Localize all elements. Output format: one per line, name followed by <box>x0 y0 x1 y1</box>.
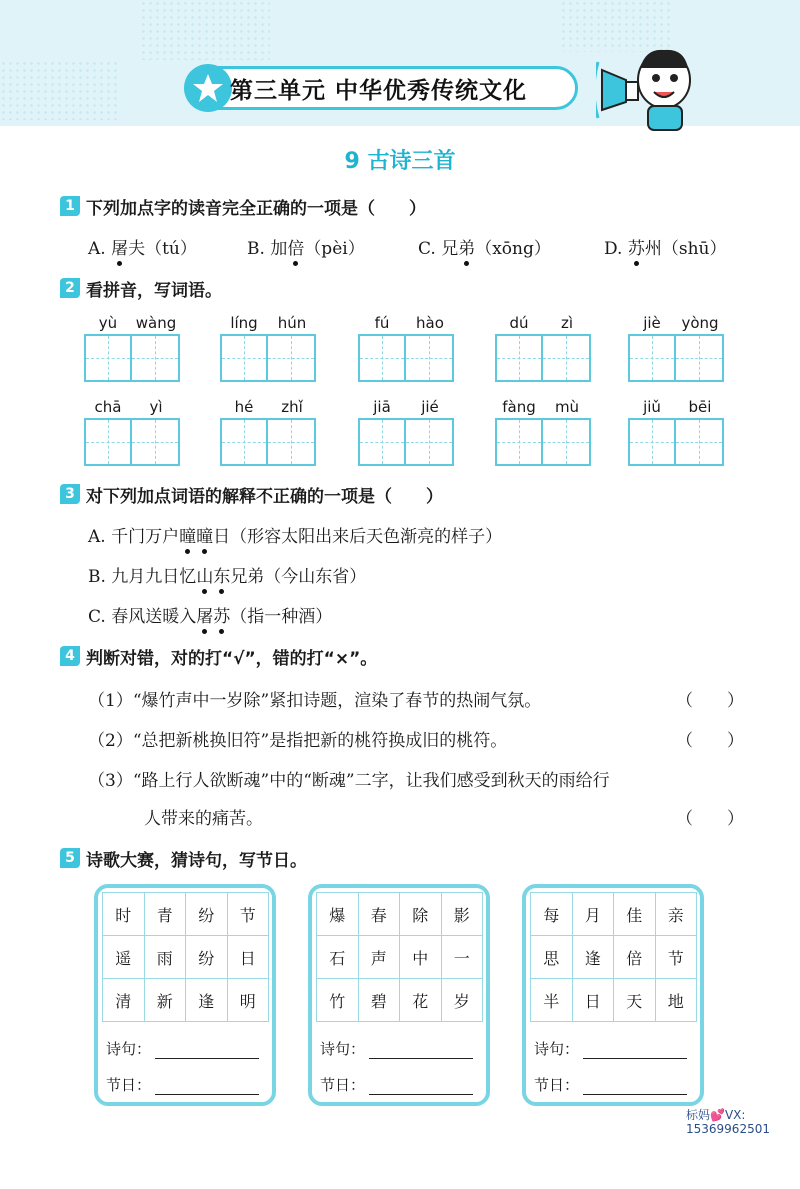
char-grid <box>102 892 269 1022</box>
poem-char: 时 <box>103 893 145 936</box>
poem-char: 思 <box>531 936 573 979</box>
pinyin-syllable: hé <box>234 398 254 416</box>
dotted-char: 倍 <box>287 234 304 259</box>
pinyin-syllable: yòng <box>681 314 719 332</box>
poem-char: 新 <box>145 979 187 1022</box>
dot-pattern <box>140 0 270 60</box>
dotted-char: 屠 <box>111 234 128 259</box>
writing-cell[interactable] <box>84 418 132 466</box>
pinyin-syllable: chā <box>94 398 122 416</box>
answer-blank[interactable] <box>155 1080 259 1095</box>
writing-grid[interactable] <box>358 334 454 382</box>
poem-char: 青 <box>145 893 187 936</box>
dotted-char: 屠 <box>196 602 213 627</box>
writing-cell[interactable] <box>628 334 676 382</box>
poem-char: 爆 <box>317 893 359 936</box>
poem-char: 倍 <box>614 936 656 979</box>
star-icon <box>184 64 232 112</box>
pinyin-syllable: dú <box>509 314 529 332</box>
writing-grid[interactable] <box>628 334 724 382</box>
q1-option-d <box>604 234 726 259</box>
pinyin-syllable: mù <box>554 398 580 416</box>
writing-grid[interactable] <box>628 418 724 466</box>
poem-char: 纷 <box>186 936 228 979</box>
dotted-word <box>196 567 230 587</box>
option-letter: B. <box>247 239 265 259</box>
writing-cell[interactable] <box>268 418 316 466</box>
poem-label: 诗句： <box>320 1040 366 1058</box>
writing-cell[interactable] <box>495 418 543 466</box>
writing-cell[interactable] <box>268 334 316 382</box>
writing-grid[interactable] <box>84 418 180 466</box>
writing-cell[interactable] <box>358 334 406 382</box>
poem-line[interactable] <box>106 1038 259 1059</box>
poem-char: 每 <box>531 893 573 936</box>
writing-cell[interactable] <box>628 418 676 466</box>
writing-cell[interactable] <box>676 418 724 466</box>
q3-option-c <box>88 602 332 627</box>
poem-char: 春 <box>359 893 401 936</box>
poem-label: 诗句： <box>534 1040 580 1058</box>
poem-char: 清 <box>103 979 145 1022</box>
writing-cell[interactable] <box>406 418 454 466</box>
option-letter: D. <box>604 239 623 259</box>
answer-paren[interactable]: （ ） <box>676 691 744 711</box>
option-rest: 夫（tú） <box>128 239 197 259</box>
writing-cell[interactable] <box>406 334 454 382</box>
poem-char: 佳 <box>614 893 656 936</box>
poem-label: 诗句： <box>106 1040 152 1058</box>
poem-line[interactable] <box>534 1038 687 1059</box>
poem-char: 日 <box>228 936 270 979</box>
dotted-word <box>196 607 230 627</box>
q4-statement-3: （3）“路上行人欲断魂”中的“断魂”二字，让我们感受到秋天的雨给行 <box>88 771 610 791</box>
poem-char: 中 <box>400 936 442 979</box>
question-number: 2 <box>60 278 80 298</box>
poem-char: 竹 <box>317 979 359 1022</box>
pinyin-syllable: fú <box>374 314 390 332</box>
dotted-char: 弟 <box>458 234 475 259</box>
unit-title: 第三单元 中华优秀传统文化 <box>230 78 528 104</box>
writing-grid[interactable] <box>358 418 454 466</box>
writing-cell[interactable] <box>132 418 180 466</box>
q1-option-b <box>247 234 365 259</box>
writing-grid[interactable] <box>220 418 316 466</box>
lesson-title: 9 古诗三首 <box>344 149 456 174</box>
poem-char: 逢 <box>573 936 615 979</box>
option-rest: （指一种酒） <box>230 607 333 627</box>
pinyin-syllable: hào <box>416 314 444 332</box>
dotted-char: 东 <box>213 562 230 587</box>
dot-pattern <box>0 60 120 120</box>
poem-char: 除 <box>400 893 442 936</box>
writing-cell[interactable] <box>495 334 543 382</box>
festival-label: 节日： <box>534 1076 580 1094</box>
pinyin-syllable: jiǔ <box>643 398 661 416</box>
option-pre: B. 九月九日忆 <box>88 567 197 587</box>
char-grid <box>316 892 483 1022</box>
poem-char: 节 <box>656 936 698 979</box>
poem-char: 碧 <box>359 979 401 1022</box>
poem-char: 一 <box>442 936 484 979</box>
writing-cell[interactable] <box>543 418 591 466</box>
poem-char: 声 <box>359 936 401 979</box>
poem-char: 亲 <box>656 893 698 936</box>
writing-grid[interactable] <box>495 334 591 382</box>
pinyin-syllable: wàng <box>135 314 177 332</box>
dotted-char: 苏 <box>628 234 645 259</box>
writing-grid[interactable] <box>220 334 316 382</box>
dotted-word <box>179 527 213 547</box>
option-rest: 兄弟（今山东省） <box>230 567 367 587</box>
poem-char: 遥 <box>103 936 145 979</box>
question-number: 1 <box>60 196 80 216</box>
answer-blank[interactable] <box>369 1044 473 1059</box>
question-number: 3 <box>60 484 80 504</box>
option-letter: C. <box>418 239 436 259</box>
char-grid <box>530 892 697 1022</box>
option-pre: A. 千门万户 <box>88 527 180 547</box>
writing-cell[interactable] <box>358 418 406 466</box>
option-rest: （pèi） <box>304 239 365 259</box>
answer-paren[interactable]: （ ） <box>676 731 744 751</box>
pinyin-syllable: zì <box>560 314 574 332</box>
festival-line[interactable] <box>534 1074 687 1095</box>
question-1-text: 下列加点字的读音完全正确的一项是（ ） <box>86 199 426 219</box>
mascot-megaphone-icon <box>596 40 706 132</box>
q1-option-a <box>88 234 197 259</box>
pinyin-syllable: yù <box>98 314 118 332</box>
option-letter: A. <box>88 239 106 259</box>
question-number: 5 <box>60 848 80 868</box>
poem-card-2 <box>308 884 490 1106</box>
poem-char: 明 <box>228 979 270 1022</box>
poem-card-1 <box>94 884 276 1106</box>
pinyin-syllable: líng <box>230 314 258 332</box>
writing-cell[interactable] <box>84 334 132 382</box>
question-4-text: 判断对错，对的打“√”，错的打“×”。 <box>86 649 378 669</box>
poem-char: 天 <box>614 979 656 1022</box>
poem-char: 月 <box>573 893 615 936</box>
poem-char: 纷 <box>186 893 228 936</box>
question-number: 4 <box>60 646 80 666</box>
q3-option-b <box>88 562 366 587</box>
pinyin-syllable: jiā <box>373 398 391 416</box>
writing-cell[interactable] <box>543 334 591 382</box>
festival-line[interactable] <box>320 1074 473 1095</box>
watermark <box>686 1108 770 1136</box>
pinyin-syllable: hún <box>277 314 307 332</box>
q3-option-a <box>88 522 502 547</box>
watermark-line-2: 15369962501 <box>686 1122 770 1136</box>
question-3-text: 对下列加点词语的解释不正确的一项是（ ） <box>86 487 443 507</box>
dotted-char: 曈 <box>196 522 213 547</box>
pinyin-syllable: jiè <box>643 314 661 332</box>
watermark-line-1: 标妈💕VX: <box>686 1108 746 1122</box>
q4-statement-2: （2）“总把新桃换旧符”是指把新的桃符换成旧的桃符。 <box>88 731 508 751</box>
poem-char: 雨 <box>145 936 187 979</box>
dotted-char: 苏 <box>213 602 230 627</box>
festival-line[interactable] <box>106 1074 259 1095</box>
option-pre: C. 春风送暖入 <box>88 607 197 627</box>
dotted-char: 曈 <box>179 522 196 547</box>
option-rest: 州（shū） <box>644 239 727 259</box>
answer-blank[interactable] <box>155 1044 259 1059</box>
writing-cell[interactable] <box>676 334 724 382</box>
question-5-text: 诗歌大赛，猜诗句，写节日。 <box>86 851 307 871</box>
poem-card-3 <box>522 884 704 1106</box>
writing-grid[interactable] <box>495 418 591 466</box>
q4-statement-1: （1）“爆竹声中一岁除”紧扣诗题，渲染了春节的热闹气氛。 <box>88 691 542 711</box>
poem-char: 日 <box>573 979 615 1022</box>
pinyin-syllable: fàng <box>502 398 536 416</box>
poem-char: 节 <box>228 893 270 936</box>
poem-char: 半 <box>531 979 573 1022</box>
pinyin-syllable: zhǐ <box>281 398 303 416</box>
option-pre: 加 <box>270 239 288 259</box>
dotted-char: 山 <box>196 562 213 587</box>
answer-blank[interactable] <box>583 1044 687 1059</box>
writing-cell[interactable] <box>220 418 268 466</box>
pinyin-syllable: yì <box>149 398 163 416</box>
poem-char: 石 <box>317 936 359 979</box>
pinyin-syllable: bēi <box>688 398 712 416</box>
poem-char: 岁 <box>442 979 484 1022</box>
poem-char: 地 <box>656 979 698 1022</box>
answer-blank[interactable] <box>583 1080 687 1095</box>
option-pre: 兄 <box>441 239 459 259</box>
answer-paren[interactable]: （ ） <box>676 809 744 829</box>
poem-char: 影 <box>442 893 484 936</box>
pinyin-syllable: jié <box>421 398 439 416</box>
option-rest: （xōng） <box>475 239 551 259</box>
writing-cell[interactable] <box>132 334 180 382</box>
answer-blank[interactable] <box>369 1080 473 1095</box>
q4-statement-3-cont: 人带来的痛苦。 <box>144 809 263 829</box>
q1-option-c <box>418 234 551 259</box>
poem-char: 花 <box>400 979 442 1022</box>
festival-label: 节日： <box>106 1076 152 1094</box>
question-2-text: 看拼音，写词语。 <box>86 281 222 301</box>
writing-grid[interactable] <box>84 334 180 382</box>
option-rest: 日（形容太阳出来后天色渐亮的样子） <box>213 527 503 547</box>
poem-char: 逢 <box>186 979 228 1022</box>
festival-label: 节日： <box>320 1076 366 1094</box>
poem-line[interactable] <box>320 1038 473 1059</box>
writing-cell[interactable] <box>220 334 268 382</box>
